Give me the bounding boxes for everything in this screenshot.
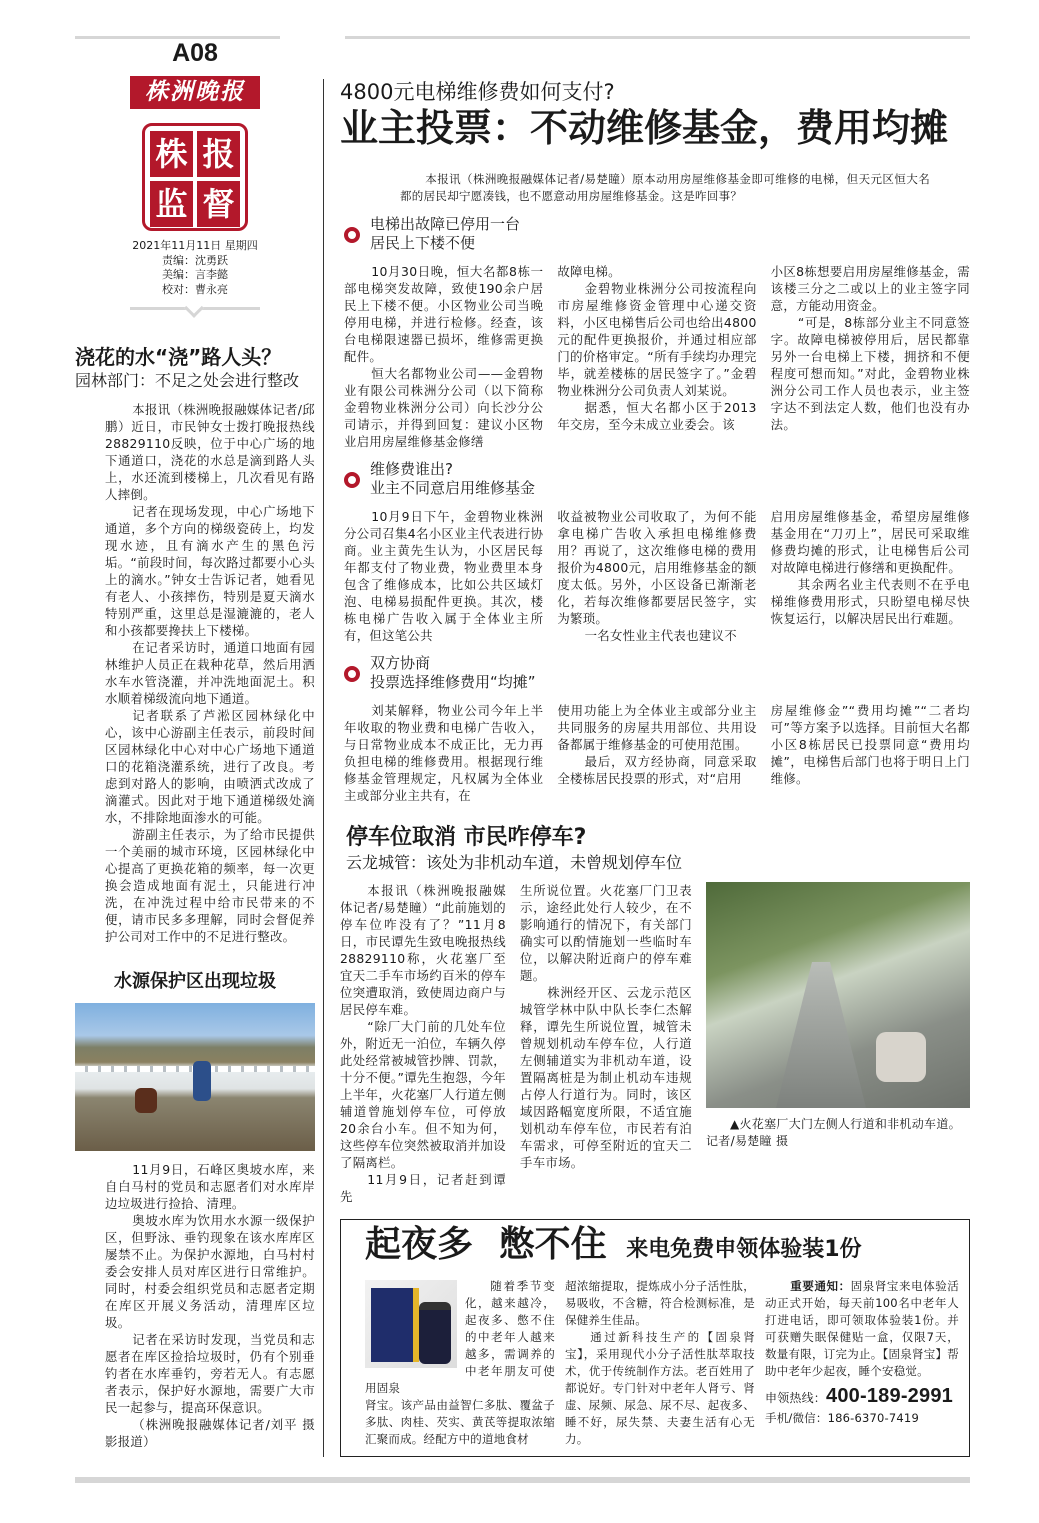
article-subtitle: 园林部门：不足之处会进行整改 — [75, 371, 300, 390]
seal-char: 监 — [150, 181, 193, 227]
lead-intro: 本报讯（株洲晚报融媒体记者/易楚瞳）原本动用房屋维修基金即可维修的电梯，但天元区恒大名都的居民却宁愿凑钱，也不愿意动用房屋维修基金。这是咋回事？ — [400, 172, 930, 203]
seal-char: 报 — [197, 131, 240, 177]
left-sidebar — [75, 39, 323, 1450]
paragraph: “除厂大门前的几处车位外，附近无一泊位，车辆久停此处经常被城管抄牌、罚款，十分不便。”谭先生抱怨，今年上半年，火花塞厂人行道左侧辅道曾施划停车位，可停放20余台小车。但不知为何，这些停车位突然被取消并加设了隔离栏。 — [340, 1019, 506, 1170]
section-heading-line: 业主不同意启用维修基金 — [370, 479, 536, 497]
paragraph: 随着季节变化，越来越冷，起夜多、憋不住的中老年人越来越多，需调养的中老年朋友可使用固泉 — [365, 1279, 555, 1395]
article-title: 水源保护区出现垃圾 — [114, 971, 276, 992]
paragraph: 株洲经开区、云龙示范区城管学林中队中队长李仁杰解释，谭先生所说位置，城管未曾规划机动车停车位，人行道左侧辅道实为非机动车道，设置隔离桩是为制止机动车违规占停人行道行为。同时，该区域因路幅宽度所限，不适宜施划机动车停车位，市民若有泊车需求，可停至附近的宜天二手车市场。 — [520, 985, 692, 1170]
paragraph: 最后，双方经协商，同意采取全楼栋居民投票的形式，对“启用 — [557, 754, 757, 786]
paragraph: 故障电梯。 — [557, 264, 621, 279]
page-number: A08 — [172, 39, 218, 67]
scooter-figure — [876, 1032, 926, 1082]
lead-headline: 业主投票：不动维修基金，费用均摊 — [340, 106, 949, 150]
hotline — [765, 1384, 959, 1410]
paragraph: 肾宝。该产品由益智仁多肽、覆盆子多肽、肉桂、芡实、黄芪等提取浓缩汇聚而成。经配方中的道地食材 — [365, 1398, 555, 1446]
paragraph: 收益被物业公司收取了，为何不能拿电梯广告收入承担电梯维修费用？再说了，这次维修电梯的费用报价为4800元，启用维修基金的额度太低。另外，小区设备已渐渐老化，若每次维修都要居民签字，实为繁琐。 — [557, 509, 757, 626]
text-column — [344, 702, 543, 804]
lead-kicker: 4800元电梯维修费如何支付? — [340, 80, 615, 104]
top-rule — [345, 36, 970, 39]
text-column — [771, 508, 970, 644]
text-column — [344, 508, 543, 644]
paragraph: 通过新科技生产的【固泉肾宝】，采用现代小分子活性肽萃取技术，优于传统制作方法。老百姓用了都说好。专门针对中老年人肾亏、肾虚、尿频、尿急、尿不尽、起夜多、睡不好，尿失禁、夫妻生活有心无力。 — [565, 1330, 755, 1446]
paragraph: 10月30日晚，恒大名都8栋一部电梯突发故障，致使190余户居民上下楼不便。小区物业公司当晚停用电梯，并进行检修。经查，该台电梯限速器已损坏，维修需更换配件。 — [344, 264, 544, 364]
main-column — [323, 79, 970, 1457]
article-title: 浇花的水“浇”路人头？ — [75, 345, 282, 369]
text-column — [340, 882, 506, 1205]
ad-text — [365, 1278, 555, 1448]
section-heading-line: 维修费谁出? — [370, 460, 453, 478]
paragraph: 11月9日，石峰区奥坡水库，来自白马村的党员和志愿者们对水库岸边垃圾进行捡拾、清理。 — [105, 1162, 315, 1211]
product-bottle — [419, 1302, 451, 1364]
section-heading — [344, 460, 970, 498]
text-column — [344, 263, 543, 450]
advertisement — [340, 1219, 970, 1457]
paragraph: 10月9日下午，金碧物业株洲分公司召集4名小区业主代表进行协商。业主黄先生认为，小区居民每年都支付了物业费，物业费里本身包含了维修成本，比如公共区域灯泡、电梯易损配件更换。其次，楼栋电梯广告收入属于全体业主所有，但这笔公共 — [344, 509, 544, 643]
paragraph: 11月9日，记者赶到谭先 — [340, 1172, 506, 1204]
reservoir-cleanup-photo — [75, 1003, 315, 1151]
section-heading-line: 居民上下楼不便 — [370, 234, 476, 252]
paragraph: 小区8栋想要启用房屋维修基金，需该楼三分之二或以上的业主签字同意，方能动用资金。 — [770, 264, 970, 313]
hotline-label: 申领热线： — [765, 1391, 827, 1405]
product-box — [371, 1288, 419, 1362]
editor-credit: 责编：沈勇跃 — [162, 253, 228, 267]
text-column — [557, 263, 756, 450]
paragraph: 记者在现场发现，中心广场地下通道，多个方向的梯级瓷砖上，均发现水迹，且有滴水产生的黑色污垢。“前段时间，每次路过都要小心头上的滴水。”钟女士告诉记者，她看见有老人、小孩摔伤，特别是夏天滴水特别严重，这里总是湿漉漉的，老人和小孩都要搀扶上下楼梯。 — [105, 504, 315, 638]
text-column — [771, 702, 970, 804]
seal-logo — [142, 123, 248, 231]
chevron-down-icon — [184, 298, 204, 318]
paragraph: 刘某解释，物业公司今年上半年收取的物业费和电梯广告收入，与日常物业成本不成正比，无力再负担电梯的维修费用。根据现行维修基金管理规定，凡权属为全体业主或部分业主共有，在 — [344, 703, 544, 803]
section-heading-line: 电梯出故障已停用一台 — [370, 215, 521, 233]
designer-credit: 美编：言李懿 — [162, 268, 228, 281]
circle-bullet-icon — [344, 227, 360, 243]
hotline-number: 400-189-2991 — [826, 1385, 953, 1407]
section-heading-line: 投票选择维修费用“均摊” — [370, 673, 536, 691]
volunteer-figure — [193, 1061, 211, 1101]
product-image — [365, 1280, 457, 1368]
ad-title: 起夜多 — [365, 1224, 474, 1265]
notice-label: 重要通知： — [790, 1279, 851, 1293]
paragraph: 一名女性业主代表也建议不 — [584, 628, 737, 643]
paragraph: 金碧物业株洲分公司按流程向市房屋维修资金管理中心递交资料，小区电梯售后公司也给出4800元的配件更换报价，并通过相应部门的价格审定。“所有手续均办理完毕，就差楼栋的居民签字了。”金碧物业株洲分公司负责人刘某说。 — [557, 281, 757, 398]
circle-bullet-icon — [344, 666, 360, 682]
paragraph: 启用房屋维修基金，希望房屋维修基金用在“刀刃上”，居民可采取维修费均摊的形式，让电梯售后公司对故障电梯进行修缮和更换配件。 — [770, 509, 970, 575]
text-column — [520, 882, 692, 1205]
article-subtitle: 云龙城管：该处为非机动车道，未曾规划停车位 — [346, 853, 683, 872]
section-heading-line: 双方协商 — [370, 654, 431, 672]
section-heading — [344, 654, 970, 692]
photo-caption: ▲火花塞厂大门左侧人行道和非机动车道。记者/易楚瞳 摄 — [706, 1117, 961, 1148]
paragraph: 房屋维修金”“费用均摊”“二者均可”等方案予以选择。目前恒大名都小区8栋居民已投票同意“费用均摊”，电梯售后部门也将于明日上门维修。 — [770, 703, 970, 786]
text-column — [557, 508, 756, 644]
paragraph: 使用功能上为全体业主或部分业主共同服务的房屋共用部位、共用设备都属于维修基金的可使用范围。 — [557, 703, 757, 752]
paragraph: 其余两名业主代表则不在乎电梯维修费用形式，只盼望电梯尽快恢复运行，以解决居民出行难题。 — [770, 577, 970, 626]
road-decor — [776, 962, 866, 1108]
paragraph: 奥坡水库为饮用水水源一级保护区，但野泳、垂钓现象在该水库库区屡禁不止。为保护水源地，白马村村委会安排人员对库区进行日常维护。同时，村委会组织党员和志愿者定期在库区开展义务活动，清理库区垃圾。 — [105, 1213, 315, 1330]
ad-notice — [765, 1278, 959, 1448]
circle-bullet-icon — [344, 472, 360, 488]
paragraph: “可是，8栋部分业主不同意签字。故障电梯被停用后，居民都靠另外一台电梯上下楼，拥挤和不便程度可想而知。”对此，金碧物业株洲分公司工作人员也表示，业主签字达不到法定人数，他们也没有办法。 — [770, 315, 970, 432]
seal-char: 督 — [197, 181, 240, 227]
parking-street-photo — [706, 882, 970, 1108]
proofreader-credit: 校对：曹永亮 — [162, 282, 228, 296]
masthead — [90, 39, 300, 317]
scooter-figure — [135, 1088, 157, 1113]
ad-title: 憋不住 — [498, 1224, 607, 1265]
paragraph: 生所说位置。火花塞厂门卫表示，途经此处行人较少，在不影响通行的情况下，有关部门确实可以酌情施划一些临时车位，以解决附近商户的停车难题。 — [520, 883, 692, 983]
paragraph: 据悉，恒大名都小区于2013年交房，至今未成立业委会。该 — [557, 400, 757, 432]
paragraph: 恒大名都物业公司——金碧物业有限公司株洲分公司（以下简称金碧物业株洲分公司）向长沙分公司请示，并得到回复：建议小区物业启用房屋维修基金修缮 — [344, 366, 544, 449]
text-column — [557, 702, 756, 804]
article-title: 停车位取消 市民咋停车? — [346, 825, 587, 850]
paragraph: 记者在采访时发现，当党员和志愿者在库区捡拾垃圾时，仍有个别垂钓者在水库垂钓，旁若无人。有志愿者表示，保护好水源地，需要广大市民一起参与，提高环保意识。 — [105, 1332, 315, 1415]
article-body — [105, 1161, 315, 1450]
paragraph: 本报讯（株洲晚报融媒体记者/邱鹏）近日，市民钟女士拨打晚报热线28829110反映，位于中心广场的地下通道口，浇花的水总是滴到路人头上，水还流到楼梯上，几次看见有路人摔倒。 — [105, 402, 315, 502]
ad-text — [565, 1278, 755, 1448]
paragraph: 记者联系了芦淞区园林绿化中心，该中心游副主任表示，前段时间区园林绿化中心对中心广场地下通道口的花箱浇灌系统，进行了改良。考虑到对路人的影响，由喷洒式改成了滴灌式。因此对于地下通道梯级处滴水，不排除地面渗水的可能。 — [105, 708, 315, 825]
paragraph: 在记者采访时，通道口地面有园林维护人员正在栽种花草，然后用洒水车水管浇灌，并冲洗地面泥土。积水顺着梯级流向地下通道。 — [105, 640, 315, 706]
text-column — [771, 263, 970, 450]
seal-char: 株 — [150, 131, 193, 177]
paragraph: 超浓缩提取，提炼成小分子活性肽，易吸收，不含糖，符合检测标准，是保健养生佳品。 — [565, 1279, 755, 1327]
notice-text: 固泉肾宝来电体验活动正式开始，每天前100名中老年人打进电话，即可领取体验装1份。并可获赠失眠保健贴一盒，仅限7天，数量有限，订完为止。【固泉肾宝】帮助中老年少起夜，睡个安稳觉。 — [765, 1279, 959, 1378]
article-body — [105, 401, 315, 945]
photo-credit: （株洲晚报融媒体记者/刘平 摄影报道） — [105, 1417, 315, 1449]
issue-date: 2021年11月11日 星期四 — [132, 239, 258, 252]
mobile-contact: 手机/微信：186-6370-7419 — [765, 1411, 919, 1425]
section-heading — [344, 215, 970, 253]
ad-subtitle: 来电免费申领体验装1份 — [626, 1237, 862, 1262]
paragraph: 游副主任表示，为了给市民提供一个美丽的城市环境，区园林绿化中心提高了更换花箱的频率，每一次更换会造成地面有泥土，只能进行冲洗，在冲洗过程中给市民带来的不便，请市民多多理解，同时会督促养护公司对工作中的不足进行整改。 — [105, 827, 315, 944]
paragraph: 本报讯（株洲晚报融媒体记者/易楚瞳）“此前施划的停车位咋没有了？”11月8日，市民谭先生致电晚报热线28829110称，火花塞厂至宜天二手车市场约百米的停车位突遭取消，致使周边商户与居民停车难。 — [340, 883, 506, 1017]
paper-logo: 株洲晚报 — [130, 76, 260, 109]
